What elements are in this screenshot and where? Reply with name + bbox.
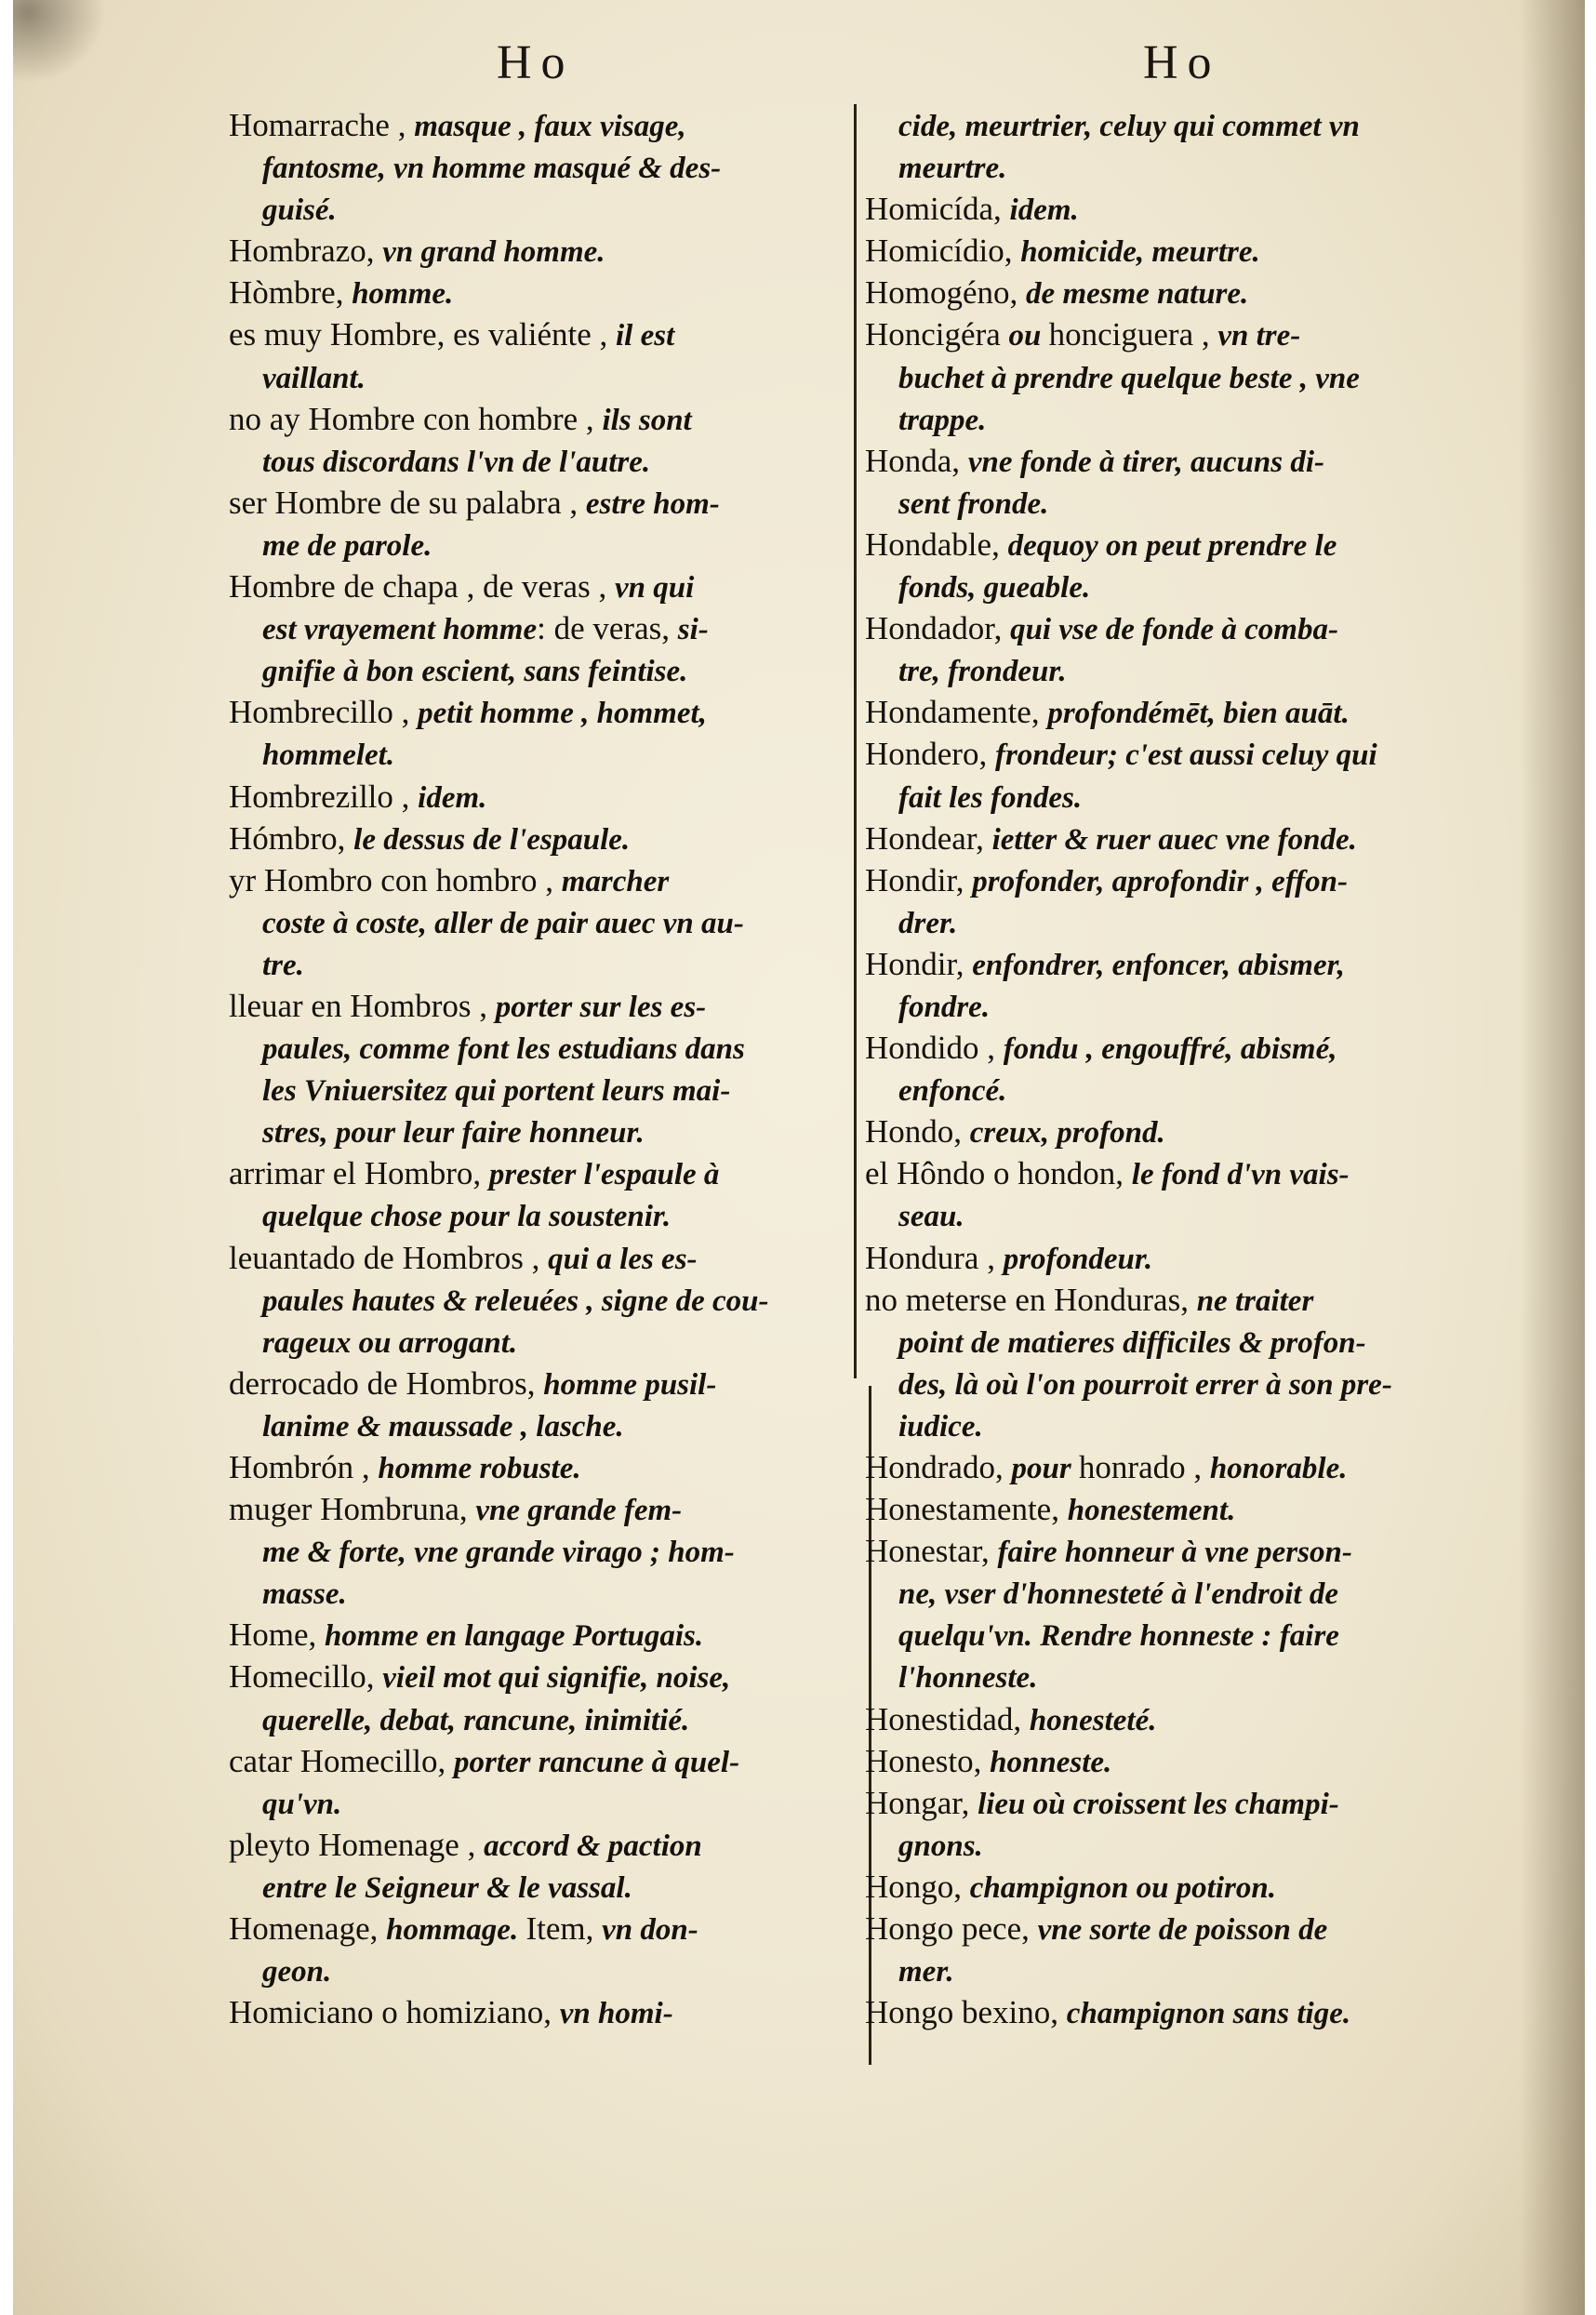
definition-text: profondémēt, bien auāt. (1047, 697, 1350, 731)
headword-text: yr Hombro con hombro , (229, 861, 562, 898)
definition-text: de mesme nature. (1026, 277, 1249, 312)
definition-text: quelque chose pour la soustenir. (262, 1200, 672, 1234)
headword-text: Hondero, (865, 736, 995, 773)
left-column (229, 104, 843, 2033)
headword-text: Hondura , (865, 1239, 1004, 1276)
headword-text: Hondador, (865, 610, 1011, 647)
dictionary-line (229, 649, 843, 691)
book-page (13, 0, 1585, 2315)
definition-text: homme pusil- (543, 1367, 717, 1402)
dictionary-line (229, 607, 843, 649)
dictionary-line (865, 482, 1479, 524)
definition-text: qui a les es- (548, 1242, 698, 1276)
definition-text: sent fronde. (898, 486, 1049, 521)
definition-text: accord & paction (484, 1829, 702, 1863)
definition-text: faire honneur à vne person- (997, 1536, 1352, 1570)
dictionary-line (229, 1279, 843, 1321)
headword-text: Hombrazo, (229, 233, 383, 270)
headword-text: Hondo, (865, 1113, 970, 1151)
headword-text: Honestar, (865, 1533, 998, 1570)
headword-text: Hondido , (865, 1030, 1004, 1067)
definition-text: il est (616, 319, 675, 353)
dictionary-line (865, 1027, 1479, 1069)
headword-text: muger Hombruna, (229, 1491, 476, 1528)
dictionary-line (865, 1908, 1479, 1949)
dictionary-line (229, 1740, 843, 1782)
dictionary-line (229, 565, 843, 607)
dictionary-line (229, 1698, 843, 1740)
definition-text: tre. (262, 948, 304, 982)
dictionary-line (229, 1530, 843, 1572)
headword-text: : de veras, (537, 610, 678, 647)
dictionary-line (229, 313, 843, 355)
headword-text: no meterse en Honduras, (865, 1281, 1197, 1318)
definition-text: ou (1008, 319, 1049, 353)
gutter-shadow (1520, 0, 1585, 2315)
dictionary-line (865, 1991, 1479, 2033)
dictionary-line (229, 1321, 843, 1363)
headword-text: Hondir, (865, 861, 973, 898)
headword-text: Hombrezillo , (229, 778, 419, 815)
dictionary-line (865, 1321, 1479, 1363)
dictionary-line (865, 313, 1479, 355)
definition-text: vne fonde à tirer, aucuns di- (967, 445, 1325, 479)
headword-text: no ay Hombre con hombre , (229, 400, 603, 437)
dictionary-line (865, 776, 1479, 818)
definition-text: profonder, aprofondir , effon- (972, 864, 1348, 898)
headword-text: pleyto Homenage , (229, 1826, 485, 1863)
headword-text: catar Homecillo, (229, 1742, 454, 1779)
dictionary-line (229, 859, 843, 901)
dictionary-line (865, 565, 1479, 607)
headword-text: Hongo pece, (865, 1910, 1038, 1948)
headword-text: es muy Hombre, es valiénte , (229, 316, 617, 353)
headword-text: Homogéno, (865, 274, 1027, 312)
definition-text: enfondrer, enfoncer, abismer, (972, 948, 1345, 982)
dictionary-line (229, 272, 843, 313)
definition-text: vn qui (614, 571, 695, 605)
dictionary-line (229, 1237, 843, 1279)
dictionary-line (865, 607, 1479, 649)
dictionary-line (865, 1949, 1479, 1991)
dictionary-line (229, 1069, 843, 1111)
dictionary-line (865, 1111, 1479, 1152)
dictionary-line (865, 818, 1479, 859)
definition-text: porter sur les es- (495, 990, 707, 1024)
definition-text: coste à coste, aller de pair auec vn au- (262, 906, 744, 940)
dictionary-line (229, 356, 843, 398)
headword-text: lleuar en Hombros , (229, 987, 496, 1024)
definition-text: ietter & ruer auec vne fonde. (991, 822, 1357, 857)
dictionary-line (229, 1446, 843, 1488)
definition-text: fondre. (898, 990, 991, 1024)
definition-text: marcher (561, 864, 670, 898)
definition-text: profondeur. (1003, 1242, 1153, 1276)
dictionary-line (865, 1656, 1479, 1697)
dictionary-line (229, 230, 843, 272)
dictionary-line (865, 524, 1479, 565)
dictionary-line (865, 1698, 1479, 1740)
definition-text: le fond d'vn vais- (1131, 1158, 1350, 1192)
dictionary-line (865, 188, 1479, 230)
definition-text: hommelet. (262, 738, 395, 773)
dictionary-line (229, 901, 843, 943)
dictionary-line (865, 1069, 1479, 1111)
dictionary-line (229, 943, 843, 985)
headword-text: Homicídio, (865, 233, 1021, 270)
dictionary-line (865, 1194, 1479, 1236)
headword-text: leuantado de Hombros , (229, 1239, 549, 1276)
dictionary-line (229, 524, 843, 565)
definition-text: stres, pour leur faire honneur. (262, 1116, 645, 1151)
dictionary-line (229, 1656, 843, 1697)
dictionary-line (229, 482, 843, 524)
definition-text: meurtre. (898, 152, 1007, 186)
dictionary-line (865, 146, 1479, 188)
definition-text: ils sont (602, 403, 692, 437)
dictionary-line (229, 733, 843, 775)
headword-text: Hondrado, (865, 1449, 1012, 1485)
definition-text: vne grande fem- (475, 1494, 683, 1528)
definition-text: vaillant. (262, 361, 366, 395)
headword-text: Homiciano o homiziano, (229, 1994, 560, 2031)
definition-text: ne traiter (1196, 1284, 1314, 1318)
dictionary-line (865, 440, 1479, 482)
definition-text: vieil mot qui signifie, noise, (382, 1661, 731, 1696)
definition-text: trappe. (898, 403, 987, 437)
dictionary-line (229, 818, 843, 859)
dictionary-line (865, 1530, 1479, 1572)
headword-text: Hombre de chapa , de veras , (229, 568, 615, 605)
definition-text: homme. (352, 277, 454, 312)
dictionary-line (865, 1488, 1479, 1530)
dictionary-line (229, 1991, 843, 2033)
definition-text: paules, comme font les estudians dans (262, 1032, 745, 1067)
dictionary-line (229, 188, 843, 230)
dictionary-line (229, 398, 843, 440)
dictionary-line (865, 1363, 1479, 1404)
definition-text: si- (677, 613, 709, 647)
headword-text: Hondir, (865, 945, 973, 982)
dictionary-line (865, 1152, 1479, 1194)
dictionary-line (229, 104, 843, 146)
definition-text: homme en langage Portugais. (325, 1619, 704, 1654)
dictionary-line (865, 398, 1479, 440)
definition-text: fait les fondes. (898, 780, 1083, 815)
definition-text: fantosme, vn homme masqué & des- (262, 152, 722, 186)
definition-text: geon. (262, 1955, 332, 1989)
definition-text: tre, frondeur. (898, 655, 1067, 689)
dictionary-line (865, 1866, 1479, 1908)
headword-text: Homecillo, (229, 1658, 383, 1696)
headword-text: honciguera , (1048, 316, 1218, 353)
definition-text: est vrayement homme (262, 613, 538, 647)
definition-text: gnons. (898, 1829, 983, 1863)
dictionary-line (865, 985, 1479, 1027)
definition-text: seau. (898, 1200, 964, 1234)
dictionary-line (229, 1949, 843, 1991)
dictionary-line (865, 649, 1479, 691)
headword-text: honrado , (1078, 1449, 1210, 1485)
dictionary-line (865, 859, 1479, 901)
definition-text: fondu , engouffré, abismé, (1003, 1032, 1337, 1067)
definition-text: honesteté. (1029, 1703, 1157, 1737)
dictionary-line (865, 1446, 1479, 1488)
definition-text: les Vniuersitez qui portent leurs mai- (262, 1074, 731, 1109)
headword-text: Hongo bexino, (865, 1994, 1067, 2031)
definition-text: le dessus de l'espaule. (353, 822, 631, 857)
headword-text: Hombrecillo , (229, 694, 419, 731)
dictionary-line (865, 1404, 1479, 1446)
headword-text: Honda, (865, 442, 968, 479)
dictionary-line (865, 230, 1479, 272)
dictionary-line (229, 691, 843, 733)
running-head-left: Ho (497, 36, 575, 89)
headword-text: Homenage, (229, 1910, 387, 1948)
dictionary-line (229, 1572, 843, 1614)
definition-text: idem. (418, 780, 487, 815)
definition-text: qu'vn. (262, 1787, 342, 1821)
dictionary-line (865, 1740, 1479, 1782)
dictionary-line (865, 1279, 1479, 1321)
dictionary-line (865, 691, 1479, 733)
headword-text: arrimar el Hombro, (229, 1155, 489, 1192)
definition-text: prester l'espaule à (488, 1158, 720, 1192)
definition-text: vn homi- (559, 1997, 673, 2031)
definition-text: me & forte, vne grande virago ; hom- (262, 1536, 735, 1570)
corner-stain (13, 0, 106, 84)
dictionary-line (229, 1111, 843, 1152)
definition-text: porter rancune à quel- (453, 1745, 740, 1779)
definition-text: tous discordans l'vn de l'autre. (262, 445, 651, 479)
headword-text: Hòmbre, (229, 274, 352, 312)
definition-text: vn tre- (1217, 319, 1301, 353)
definition-text: rageux ou arrogant. (262, 1325, 518, 1360)
definition-text: l'honneste. (898, 1661, 1038, 1696)
dictionary-line (865, 1237, 1479, 1279)
definition-text: idem. (1009, 193, 1079, 228)
headword-text: Home, (229, 1617, 326, 1654)
running-head-right: Ho (1143, 36, 1221, 89)
definition-text: guisé. (262, 193, 337, 228)
definition-text: lanime & maussade , lasche. (262, 1409, 624, 1444)
definition-text: pour (1011, 1452, 1079, 1485)
dictionary-line (229, 776, 843, 818)
definition-text: masse. (262, 1577, 347, 1612)
definition-text: gnifie à bon escient, sans feintise. (262, 655, 688, 689)
dictionary-line (865, 104, 1479, 146)
dictionary-line (229, 1782, 843, 1824)
definition-text: quelqu'vn. Rendre honneste : faire (898, 1619, 1339, 1654)
definition-text: frondeur; c'est aussi celuy qui (994, 738, 1377, 773)
definition-text: me de parole. (262, 528, 432, 563)
dictionary-line (229, 1194, 843, 1236)
headword-text: el Hôndo o hondon, (865, 1155, 1132, 1192)
definition-text: hommage. (386, 1913, 526, 1948)
headword-text: Homicída, (865, 191, 1010, 228)
definition-text: enfoncé. (898, 1074, 1007, 1109)
definition-text: lieu où croissent les champi- (978, 1787, 1339, 1821)
dictionary-line (229, 1614, 843, 1656)
definition-text: honestement. (1067, 1494, 1236, 1528)
headword-text: Homarrache , (229, 107, 415, 143)
dictionary-line (865, 733, 1479, 775)
definition-text: vne sorte de poisson de (1037, 1913, 1328, 1948)
headword-text: Hongo, (865, 1868, 970, 1905)
definition-text: petit homme , hommet, (418, 697, 707, 731)
headword-text: Hondamente, (865, 694, 1048, 731)
definition-text: estre hom- (585, 486, 720, 521)
dictionary-line (229, 1488, 843, 1530)
definition-text: dequoy on peut prendre le (1007, 528, 1337, 563)
dictionary-line (865, 943, 1479, 985)
headword-text: Honestamente, (865, 1491, 1068, 1528)
definition-text: creux, profond. (969, 1116, 1165, 1151)
definition-text: querelle, debat, rancune, inimitié. (262, 1703, 690, 1737)
definition-text: point de matieres difficiles & profon- (898, 1325, 1366, 1360)
headword-text: Item, (525, 1910, 603, 1948)
definition-text: champignon sans tige. (1066, 1997, 1351, 2031)
definition-text: buchet à prendre quelque beste , vne (898, 361, 1360, 395)
definition-text: iudice. (898, 1409, 983, 1444)
definition-text: entre le Seigneur & le vassal. (262, 1870, 632, 1905)
definition-text: drer. (898, 906, 958, 940)
dictionary-line (865, 901, 1479, 943)
dictionary-line (229, 985, 843, 1027)
definition-text: homicide, meurtre. (1020, 235, 1260, 270)
definition-text: homme robuste. (378, 1452, 581, 1485)
headword-text: Hómbro, (229, 819, 354, 857)
headword-text: Honcigéra (865, 316, 1009, 353)
dictionary-line (229, 146, 843, 188)
headword-text: Hondear, (865, 819, 992, 857)
definition-text: paules hautes & releuées , signe de cou- (262, 1284, 769, 1318)
definition-text: des, là où l'on pourroit errer à son pre- (898, 1367, 1392, 1402)
definition-text: fonds, gueable. (898, 571, 1091, 605)
definition-text: ne, vser d'honnesteté à l'endroit de (898, 1577, 1338, 1612)
definition-text: honneste. (990, 1745, 1112, 1779)
headword-text: Hongar, (865, 1784, 978, 1821)
right-column (865, 104, 1479, 2033)
definition-text: qui vse de fonde à comba- (1010, 613, 1338, 647)
dictionary-line (229, 440, 843, 482)
headword-text: Hondable, (865, 526, 1008, 563)
dictionary-line (865, 1824, 1479, 1866)
dictionary-line (229, 1908, 843, 1949)
dictionary-line (865, 1572, 1479, 1614)
headword-text: Honesto, (865, 1742, 991, 1779)
dictionary-line (865, 1614, 1479, 1656)
dictionary-line (865, 1782, 1479, 1824)
definition-text: cide, meurtrier, celuy qui commet vn (898, 110, 1360, 143)
definition-text: masque , faux visage, (414, 110, 686, 143)
column-rule-upper (854, 104, 857, 1378)
dictionary-line (229, 1824, 843, 1866)
dictionary-line (229, 1404, 843, 1446)
headword-text: Honestidad, (865, 1700, 1030, 1737)
dictionary-line (229, 1027, 843, 1069)
headword-text: ser Hombre de su palabra , (229, 484, 586, 521)
definition-text: champignon ou potiron. (969, 1870, 1276, 1905)
definition-text: vn grand homme. (382, 235, 605, 270)
dictionary-line (865, 356, 1479, 398)
dictionary-line (865, 272, 1479, 313)
definition-text: vn don- (602, 1913, 698, 1948)
definition-text: mer. (898, 1955, 954, 1989)
headword-text: Hombrón , (229, 1449, 379, 1485)
dictionary-line (229, 1152, 843, 1194)
definition-text: honorable. (1209, 1452, 1348, 1485)
dictionary-line (229, 1363, 843, 1404)
headword-text: derrocado de Hombros, (229, 1364, 544, 1402)
dictionary-line (229, 1866, 843, 1908)
